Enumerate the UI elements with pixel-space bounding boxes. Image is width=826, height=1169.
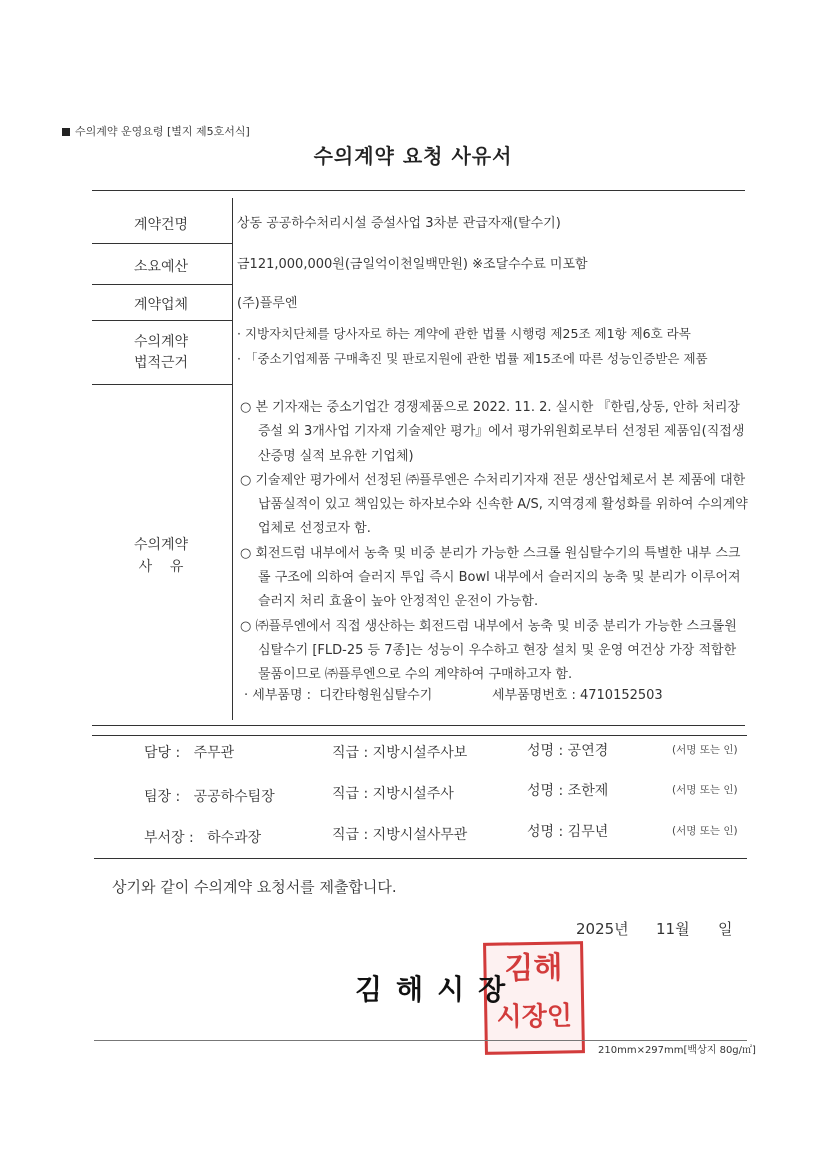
staff-sign-area: (서명 또는 인) xyxy=(672,744,738,756)
row-divider xyxy=(92,243,232,244)
team-leader-role: 팀장 : 공공하수팀장 xyxy=(144,789,275,805)
form-reference-note: 수의계약 운영요령 [별지 제5호서식] xyxy=(62,123,250,139)
department-head-name: 성명 : 김무년 xyxy=(527,824,609,840)
table-bottom-border xyxy=(92,725,745,726)
square-bullet-icon xyxy=(62,128,70,136)
department-head-sign-area: (서명 또는 인) xyxy=(672,825,738,837)
staff-rank: 직급 : 지방시설주사보 xyxy=(332,745,468,761)
reason-item: ○ 회전드럼 내부에서 농축 및 비중 분리가 가능한 스크롤 원심탈수기의 특별한 내부 스크롤 구조에 의하여 슬러지 투입 즉시 Bowl 내부에서 슬러지의 농축 및 분리가 이루어져 슬러지 처리 효율이 높아 안정적인 운전이 가능함. xyxy=(240,545,741,610)
company-label: 계약업체 xyxy=(133,297,189,313)
staff-role: 담당 : 주무관 xyxy=(144,745,235,761)
budget-label: 소요예산 xyxy=(133,259,189,275)
company-value: (주)플루엔 xyxy=(237,296,298,311)
signature-top-border xyxy=(92,735,747,736)
legal-basis-line-2: · 「중소기업제품 구매촉진 및 판로지원에 관한 법률 제15조에 따른 성능인증받은 제품 xyxy=(237,351,708,366)
paper-spec: 210mm×297mm[백상지 80g/㎡] xyxy=(598,1045,756,1056)
date-day: 일 xyxy=(718,920,733,938)
reason-item: ○ ㈜플루엔에서 직접 생산하는 회전드럼 내부에서 농축 및 비중 분리가 가능한 스크롤원심탈수기 [FLD-25 등 7종]는 성능이 우수하고 현장 설치 및 운영 여건상 가장 적합한 물품이므로 ㈜플루엔으로 수의 계약하여 구매하고자 함. xyxy=(240,618,737,683)
team-leader-name: 성명 : 조한제 xyxy=(527,783,609,799)
table-top-border xyxy=(92,190,745,191)
date-month: 11월 xyxy=(656,920,690,938)
staff-name: 성명 : 공연경 xyxy=(527,743,609,759)
reason-item: ○ 본 기자재는 중소기업간 경쟁제품으로 2022. 11. 2. 실시한 『한림,상동, 안하 처리장 증설 외 3개사업 기자재 기술제안 평가』에서 평가위원회로부터 선정된 제품임(직접생산증명 실적 보유한 기업체) xyxy=(240,400,745,464)
detail-item-number: 세부품명번호 : 4710152503 xyxy=(492,688,663,703)
document-title: 수의계약 요청 사유서 xyxy=(313,144,513,168)
team-leader-rank: 직급 : 지방시설주사 xyxy=(332,786,454,802)
reason-item: ○ 기술제안 평가에서 선정된 ㈜플루엔은 수처리기자재 전문 생산업체로서 본 제품에 대한 납품실적이 있고 책임있는 하자보수와 신속한 A/S, 지역경제 활성화를 위하여 수의계약 업체로 선정코자 함. xyxy=(240,472,748,537)
row-divider xyxy=(92,284,232,285)
reason-label: 수의계약 사 유 xyxy=(133,537,189,575)
submission-statement: 상기와 같이 수의계약 요청서를 제출합니다. xyxy=(112,878,397,896)
contract-name-value: 상동 공공하수처리시설 증설사업 3차분 관급자재(탈수기) xyxy=(237,216,561,231)
contract-name-label: 계약건명 xyxy=(133,217,189,233)
legal-basis-line-1: · 지방자치단체를 당사자로 하는 계약에 관한 법률 시행령 제25조 제1항 제6호 라목 xyxy=(237,326,691,341)
reason-content xyxy=(240,396,748,688)
issuer-mayor: 김해시장 xyxy=(355,973,520,1006)
legal-basis-label: 수의계약 법적근거 xyxy=(133,334,189,371)
detail-item-name: · 세부품명 : 디칸타형원심탈수기 xyxy=(244,688,433,703)
date-year: 2025년 xyxy=(576,920,629,938)
official-seal: 김해 시장인 xyxy=(483,941,585,1055)
budget-value: 금121,000,000원(금일억이천일백만원) ※조달수수료 미포함 xyxy=(237,257,588,272)
department-head-rank: 직급 : 지방시설사무관 xyxy=(332,827,468,843)
row-divider xyxy=(92,320,232,321)
department-head-role: 부서장 : 하수과장 xyxy=(144,830,262,846)
team-leader-sign-area: (서명 또는 인) xyxy=(672,784,738,796)
signature-bottom-border xyxy=(94,858,747,859)
row-divider xyxy=(92,384,232,385)
table-column-divider xyxy=(232,198,233,720)
